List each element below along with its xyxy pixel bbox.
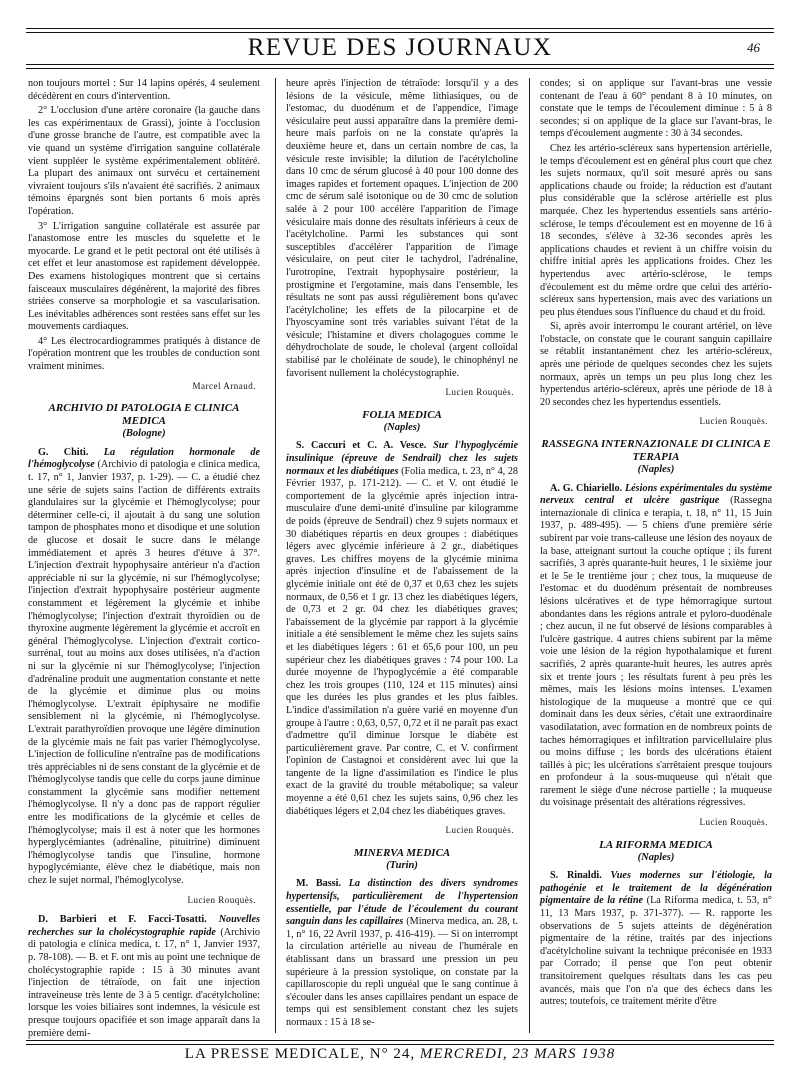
journal-city: (Naples)	[637, 464, 675, 476]
abstract-title: La distinction des divers syndromes hypertensifs, particulièrement de l'hypertension essentielle, par l'étude de l'écoulement du courant sanguin dans les capillaires	[286, 878, 519, 928]
abstract	[540, 483, 772, 810]
abstract-title: Nouvelles recherches sur la cholécystographie rapide	[28, 914, 260, 938]
signature: Lucien Rouquès.	[699, 817, 768, 828]
paragraph: 2° L'occlusion d'une artère coronaire (la gauche dans les cas expérimentaux de Grassi), jointe à l'occlusion d'une grosse branche de l'autre, est compatible avec la vie quand un système d'irrigation sanguine collatérale vient suppléer le système expérimentalement oblitéré. La plupart des animaux ont survécu et certainement vivraient toujours s'ils n'avaient été sacrifiés. 2 animaux témoins épargnés sont bien portants 6 mois après l'opération.	[28, 105, 260, 217]
abstract-title: Sur l'hypoglycémie insulinique (épreuve de Sendrail) chez les sujets normaux et les diabétiques	[286, 440, 518, 477]
abstract-text: (Archivio di patologia e clinica medica, t. 17, n° 1, Janvier 1937, p. 1-29). — C. a étudié chez une série de sujets sains l'action de différents extraits glandulaires sur la glycémie et l'hémoglycolyse; pour déterminer celle-ci, il ajoutait à du sang une solution tampon de phosphates mono et disodique et une solution de glucose et dosait le sucre dans le mélange immédiatement et après 3 heures d'étuve à 37°. L'injection d'extrait hypophysaire antérieur n'a d'action appréciable ni sur la glycémie, ni sur l'hémoglycolyse; l'injection d'extrait hypophysaire postérieur augmente constamment et légèrement la glycémie et inhibe l'hémoglycolyse; l'injection d'extrait thyroïdien ou de thyroxine augmente légèrement la glycémie et accroît en général l'hémoglycolyse. L'injection d'extrait cortico-surrénal, tout au moins aux doses utilisées, n'a d'action ni sur la glycémie ni sur l'hémoglycolyse; l'injection d'adrénaline produit une augmentation constante et nette de la glycémie et diminue plus ou moins l'hémoglycolyse. L'extrait épiphysaire ne modifie sensiblement ni la glycémie, ni l'hémoglycolyse. L'extrait parathyroïdien provoque une légère diminution de la glycémie mais ne fait pas varier l'hémoglycolyse. L'injection de folliculine n'entraîne pas de modifications très appréciables ni de sens constant de la glycémie et de l'hémoglycolyse tandis que celle du corps jaune diminue constamment la glycémie sans modifier nettement l'hémoglycolyse. Il n'y a donc pas de rapport régulier entre les modifications de la glycémie et celles de l'hémoglycolyse; mais il est à noter que les hormones hyperglycémiantes (adrénaline, pituitrine) diminuent l'hémoglycolyse tandis que l'insuline, hormone hypoglycémiante, élève chez le diabétique, mais non chez le sujet normal, l'hémoglycolyse.	[28, 459, 261, 887]
footer-date: MERCREDI, 23 MARS 1938	[419, 1046, 616, 1062]
journal-city: (Naples)	[383, 421, 421, 433]
signature: Lucien Rouquès.	[445, 825, 514, 836]
abstract	[28, 914, 260, 1040]
abstract-text: (Minerva medica, an. 28, t. 1, n° 16, 22 Avril 1937, p. 416-419). — Si on interrompt la circulation artérielle au niveau de l'humérale en établissant dans un brassard une pression un peu supérieure à la pression systolique, on constate par la capillaroscopie du repli unguéal que le sang continue à s'écouler dans les anses capillaires pendant un espace de temps qui est sensiblement constant chez les sujets normaux : 15 à 18 se-	[286, 916, 518, 1028]
paragraph: Si, après avoir interrompu le courant artériel, on lève l'obstacle, on constate que le courant sanguin capillaire se rétablit instantanément chez les artério-scléreux, après une période de quelques secondes chez les sujets normaux, après un temps un peu plus long chez les hypertendus artério-scléreux, après une période de 18 à 20 secondes chez les hypertendus essentiels.	[540, 321, 772, 408]
journal-heading: FOLIA MEDICA	[362, 408, 442, 421]
paragraph: 4° Les électrocardiogrammes pratiqués à distance de l'opération montrent que les troubles de conduction sont vraiment minimes.	[28, 335, 260, 373]
journal-heading: RASSEGNA INTERNAZIONALE DI CLINICA E TERAPIA	[541, 438, 771, 464]
top-rule	[26, 28, 774, 33]
journal-heading: MINERVA MEDICA	[353, 846, 451, 859]
page-number: 46	[747, 40, 760, 55]
signature: Lucien Rouquès.	[699, 416, 768, 427]
paragraph: 3° L'irrigation sanguine collatérale est assurée par l'anastomose entre les muscles du squelette et le myocarde. Le grand et le petit pectoral ont été utilisés à cet effet et leur anastomose est rapidement développée. Des examens histologiques montrent que si certains faisceaux musculaires dégénèrent, la majorité des fibres striées conserve sa morphologie et sa vascularisation. Les inévitables adhérences sont restées sans effet sur les mouvements cardiaques.	[28, 220, 260, 333]
journal-city: (Bologne)	[122, 428, 166, 440]
paragraph: non toujours mortel : Sur 14 lapins opérés, 4 seulement décédèrent en cours d'intervention.	[28, 78, 260, 102]
abstract-title: Vues modernes sur l'étiologie, la pathogénie et le traitement de la dégénération pigmentaire de la rétine	[540, 870, 772, 907]
abstract	[286, 440, 518, 818]
footer-journal: LA PRESSE MEDICALE, N° 24,	[184, 1046, 416, 1062]
abstract-author: S. Caccuri et C. A. Vesce.	[296, 440, 427, 452]
paragraph: heure après l'injection de tétraïode: lorsqu'il y a des lésions de la vésicule, même lithiasiques, ou de l'estomac, du duodénum et de l'appendice, l'image vésiculaire peut aussi apparaître dans la première demi-heure mais parfois on ne la constate qu'après la deuxième heure et, dans un certain nombre de cas, la vésicule reste invisible; la dilution de l'acétylcholine dans 10 cmc de sérum glucosé à 40 pour 100 donne des images rapides et fortement opaques. L'injection de 200 cmc de sérum salé isotonique ou de 30 cmc de solution salée à 2 pour 100 accélère l'apparition de l'image vésiculaire mais donne des résultats inférieurs à ceux de l'acétylcholine. Parmi les substances qui sont susceptibles d'accélérer l'apparition de l'image vésiculaire, on peut citer le tachydrol, l'adrénaline, l'urotropine, l'extrait hypophysaire postérieur, la prostigmine et l'ergotamine, mais dans l'ensemble, les résultats ne sont pas aussi régulièrement bons qu'avec l'acétylcholine; les effets de la pilocarpine et de l'hyoscyamine sont très variables suivant l'état de la vésicule; l'histamine et divers cholagogues comme le déhydrocholate de soude, le choleval (argent colloïdal stabilisé par le choléinate de soude), le chinophényl ne favorisent nullement la cholécystographie.	[286, 78, 518, 379]
footer-rule	[26, 1040, 774, 1045]
abstract-text: (Folia medica, t. 23, n° 4, 28 Février 1937, p. 171-212). — C. et V. ont étudié le comportement de la glycémie après injection intra-musculaire d'une demi-unité d'insuline par kilogramme de poids (épreuve de Sendrail) chez 9 sujets normaux et 30 diabétiques répartis en deux groupes : diabétiques légers avec glycémie inférieure à 2 gr., diabétiques graves. Les chiffres moyens de la glycémie minima après injection d'insuline et de l'abaissement de la glycémie initiale ont été de 0,37 et 0,63 chez les sujets normaux, de 0,56 et 1 gr. 13 chez les diabétiques légers, de 0,73 et 2 gr. 04 chez les diabétiques graves; l'abaissement de la glycémie par rapport à la glycémie initiale a été sensiblement le même chez les sujets sains et les diabétiques légers : 61 et 65,6 pour 100, un peu supérieur chez les diabétiques graves : 74 pour 100. La durée moyenne de l'hypoglycémie a été comparable chez les trois groupes (110, 124 et 115 minutes) ainsi que les durées les plus grandes et les plus faibles. L'indice d'assimilation n'a guère varié en moyenne d'un groupe à l'autre : 0,63, 0,57, 0,72 et il ne paraît pas exact d'admettre qu'il diminue lorsque le diabète est particulièrement grave. Par contre, C. et V. confirment l'opinion de Castagnoi et considèrent avec lui que la tangente de la ligne d'assimilation es l'indice le plus exact de la gravité du trouble métabolique; sa valeur moyenne a été 0,61 chez les sujets sains, 0,96 chez les diabétiques légers et 2,04 chez les diabétiques graves.	[286, 465, 519, 817]
abstract-text: (La Riforma medica, t. 53, n° 11, 13 Mars 1937, p. 371-377). — R. rapporte les observations de 5 sujets atteints de dégénération pigmentaire de la rétine, traités par des injections d'acétylcholine suivant la technique préconisée en 1933 par Corrado; il pense que l'on peut obtenir transitoirement quelques résultats dans les cas peu avancés, mais que l'on n'a que des échecs dans les autres; toutefois, ce traitement mérite d'être	[540, 895, 773, 1008]
abstract-author: S. Rinaldi.	[550, 870, 602, 882]
abstract-author: D. Barbieri et F. Facci-Tosatti.	[38, 914, 207, 926]
abstract-author: M. Bassi.	[296, 878, 342, 890]
signature: Marcel Arnaud.	[192, 380, 256, 391]
abstract-text: (Archivio di patologia e clinica medica, t. 17, n° 1, Janvier 1937, p. 78-108). — B. et F. ont mis au point une technique de cholécystographie rapide : 15 à 30 minutes avant l'injection de tétraïode, on fait une injection intraveineuse très lente de 3 à 5 centigr. d'acétylcholine: lorsque les voies biliaires sont indemnes, la vésicule est presque toujours opacifiée et son image apparaît dans la première demi-	[28, 926, 261, 1039]
column-divider	[275, 78, 276, 1033]
column-2	[286, 78, 518, 1033]
column-3	[540, 78, 772, 1033]
abstract-title: Lésions expérimentales du système nerveux central et ulcère gastrique	[540, 482, 773, 507]
paragraph: Chez les artério-scléreux sans hypertension artérielle, le temps d'écoulement est en général plus court que chez les sujets normaux, qu'il soit mesuré après ou sans applications chaude ou froide; la réduction est d'autant plus considérable que la sclérose artérielle est plus marquée. Chez les hypertendus essentiels sans artério-sclérose, le temps d'écoulement est en moyenne de 16 à 18 secondes, s'élève à 32-36 secondes après les applications chaudes et revient à un chiffre voisin du chiffre initial après les applications froides. Chez les hypertendus avec artério-sclérose, le temps d'écoulement est du même ordre que celui des artério-scléreux sans hypertension, mais avec des variations un peu plus étendues sous l'influence du chaud et du froid.	[540, 142, 772, 318]
journal-heading: LA RIFORMA MEDICA	[599, 838, 713, 851]
abstract-author: A. G. Chiariello.	[550, 482, 623, 494]
abstract-title: La régulation hormonale de l'hémoglycolyse	[28, 446, 260, 471]
abstract-text: (Rassegna internazionale di clinica e terapia, t. 18, n° 11, 15 Juin 1937, p. 489-495). — 5 chiens d'une première série subirent par voie trans-calleuse une lésion des noyaux de la base, atteignant surtout la couche optique ; ils furent sacrifiés, 3 après quarante-huit heures, 1 le sixième jour et le 5e le trentième jour ; chez tous, la muqueuse de l'estomac et du duodénum présentait de nombreuses lésions ulcératives et de type hémorragique surtout abondantes dans les régions antrale et pyloro-duodénale ; chez aucun, il ne fut observé de lésions comparables à l'ulcère gastrique. 4 autres chiens subirent par la même voie une lésion de la région hypothalamique et furent sacrifiés, 2 après quarante-huit heures, les autres après six et trente jours ; les résultats furent à peu près les mêmes, mais les lésions moins intenses. L'examen histologique de la muqueuse a montré que ce qui dominait dans les deux séries, c'était une extraordinaire vasodilatation, avec formation en de nombreux points de taches hémorragiques et infiltration parvicellulaire plus ou moins diffuse ; les bords des ulcérations étaient taillés à pic; les ulcérations s'arrêtaient presque toujours en profondeur à la sous-muqueuse qui n'était que rarement le siège d'une nécrose partielle ; la muqueuse du voisinage présentait des altérations régressives.	[540, 495, 772, 809]
journal-heading: ARCHIVIO DI PATOLOGIA E CLINICA MEDICA	[48, 402, 240, 428]
abstract-author: G. Chiti.	[38, 446, 89, 458]
abstract	[540, 870, 772, 1009]
paragraph: condes; si on applique sur l'avant-bras une vessie contenant de l'eau à 60° pendant 8 à 10 minutes, on constate que le temps de l'écoulement diminue : 5 à 8 secondes; si on applique de la glace sur l'avant-bras, le temps d'écoulement augmente : 30 à 34 secondes.	[540, 78, 772, 140]
column-1	[28, 78, 261, 1039]
journal-city: (Turin)	[386, 859, 418, 871]
masthead: REVUE DES JOURNAUX	[247, 34, 553, 61]
abstract	[286, 878, 518, 1029]
column-divider	[529, 78, 530, 1033]
signature: Lucien Rouquès.	[187, 894, 256, 905]
journal-city: (Naples)	[637, 851, 675, 863]
masthead-rule	[26, 64, 774, 69]
footer	[0, 1046, 800, 1063]
signature: Lucien Rouquès.	[445, 387, 514, 398]
abstract	[28, 447, 260, 888]
